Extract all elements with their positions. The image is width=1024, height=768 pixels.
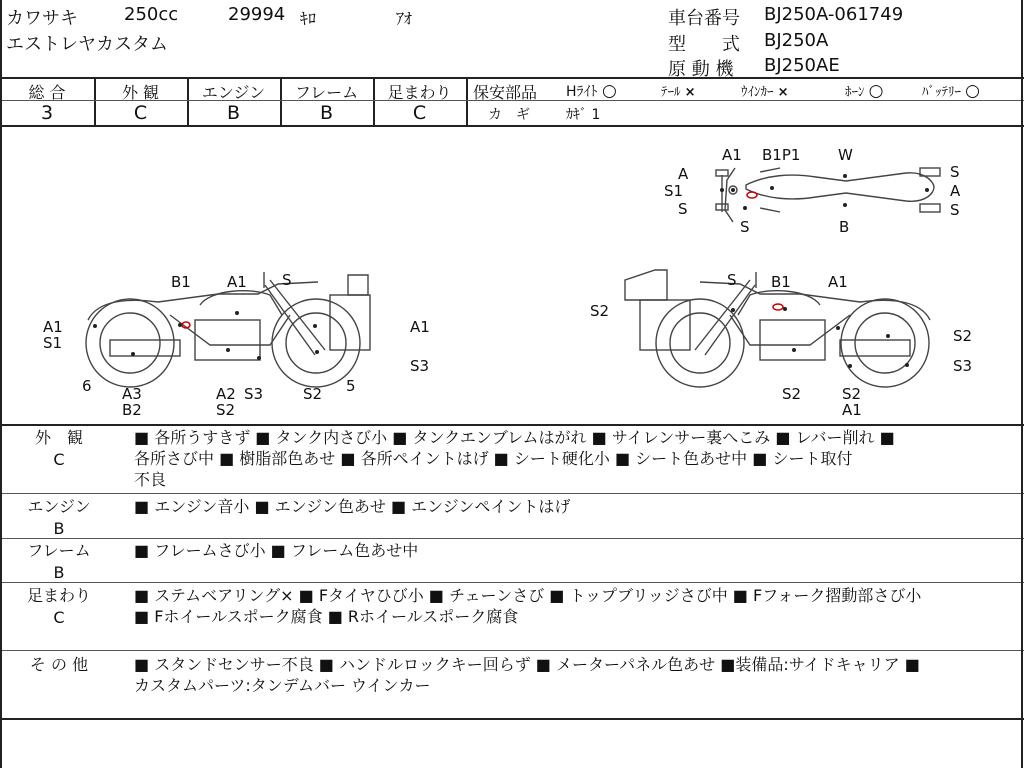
remark-title-exterior: 外 観 C xyxy=(34,428,83,469)
safety-item-tail: ﾃｰﾙ × xyxy=(661,85,696,100)
safety-item-headlight: Hﾗｲﾄ ○ xyxy=(566,81,617,101)
diagram-label: A2 xyxy=(216,385,236,403)
grade-label-overall: 総 合 xyxy=(28,83,66,102)
frame-no: BJ250A-061749 xyxy=(764,4,904,25)
diagram-label: S xyxy=(727,271,737,289)
remark-title-engine: エンジン B xyxy=(27,497,91,538)
diagram-label: S2 xyxy=(842,385,862,403)
remark-text-suspension: ■ ステムベアリング× ■ Fタイヤひび小 ■ チェーンさび ■ トップブリッジさび中 ■ Fフォーク摺動部さび小 ■ Fホイールスポーク腐食 ■ Rホイールスポーク腐食 xyxy=(134,586,922,626)
remark-text-exterior: ■ 各所うすきず ■ タンク内さび小 ■ タンクエンブレムはがれ ■ サイレンサー裏へこみ ■ レバー削れ ■ 各所さび中 ■ 樹脂部色あせ ■ 各所ペイントはげ ■ シート硬化小 ■ シート色あせ中 ■ シート取付 不良 xyxy=(134,428,895,489)
diagram-label: B xyxy=(839,218,850,236)
remark-title-frame: フレーム B xyxy=(27,541,91,582)
grid-line xyxy=(0,650,1024,651)
diagram-label: B1 xyxy=(771,273,791,291)
grid-line xyxy=(0,538,1024,539)
displacement: 250cc xyxy=(124,4,179,25)
diagram-label: S1 xyxy=(664,182,684,200)
grid-line xyxy=(1021,0,1023,768)
diagram-label: S xyxy=(950,201,960,219)
engine-model: BJ250AE xyxy=(764,55,840,76)
grade-value-suspension: C xyxy=(412,102,427,124)
diagram-label: A1 xyxy=(722,146,742,164)
model-type-label: 型 式 xyxy=(668,34,740,55)
diagram-label: S xyxy=(950,163,960,181)
diagram-label: B1P1 xyxy=(762,146,801,164)
diagram-label: S xyxy=(282,271,292,289)
diagram-label: S2 xyxy=(953,327,973,345)
engine-model-label: 原 動 機 xyxy=(668,59,734,80)
diagram-label: 6 xyxy=(82,377,92,395)
diagram-label: S xyxy=(678,200,688,218)
frame-no-label: 車台番号 xyxy=(668,8,740,29)
diagram-label: S xyxy=(740,218,750,236)
remark-text-other: ■ スタンドセンサー不良 ■ ハンドルロックキー回らず ■ メーターパネル色あせ ■装備品:サイドキャリア ■ カスタムパーツ:タンデムバー ウインカー xyxy=(134,655,920,695)
horn-mark: ○ xyxy=(868,81,884,101)
grade-value-frame: B xyxy=(319,102,334,124)
grade-value-exterior: C xyxy=(133,102,148,124)
diagram-label: S3 xyxy=(410,357,430,375)
safety-label: 保安部品 xyxy=(473,83,538,102)
diagram-label: A1 xyxy=(842,401,862,419)
grade-label-engine: エンジン xyxy=(201,83,266,102)
remark-title-suspension: 足まわり C xyxy=(26,586,91,627)
safety-item-battery: ﾊﾞｯﾃﾘｰ ○ xyxy=(922,81,980,101)
diagram-label: A1 xyxy=(227,273,247,291)
remark-title-other: そ の 他 xyxy=(29,655,89,674)
tail-mark: × xyxy=(684,85,696,100)
maker: カワサキ xyxy=(6,8,78,29)
diagram-label: A xyxy=(950,182,961,200)
diagram-label: B1 xyxy=(171,273,191,291)
remark-text-engine: ■ エンジン音小 ■ エンジン色あせ ■ エンジンペイントはげ xyxy=(134,497,571,516)
grid-line xyxy=(0,718,1024,720)
diagram-label: A1 xyxy=(43,318,63,336)
diagram-label: 5 xyxy=(346,377,356,395)
winker-mark: × xyxy=(777,85,789,100)
model-type: BJ250A xyxy=(764,30,829,51)
model-name: エストレヤカスタム xyxy=(6,34,168,55)
damage-mark xyxy=(773,304,783,310)
diagram-label: S2 xyxy=(590,302,610,320)
grade-label-exterior: 外 観 xyxy=(121,83,160,102)
diagram-label: A1 xyxy=(410,318,430,336)
diagram-label: A3 xyxy=(122,385,142,403)
diagram-label: S2 xyxy=(303,385,323,403)
grade-value-overall: 3 xyxy=(40,102,54,124)
grid-line xyxy=(0,582,1024,583)
headlight-mark: ○ xyxy=(601,81,617,101)
remark-text-frame: ■ フレームさび小 ■ フレーム色あせ中 xyxy=(134,541,419,560)
key-value: ｶｷﾞ 1 xyxy=(566,107,601,123)
battery-mark: ○ xyxy=(965,81,980,101)
grid-line xyxy=(0,0,2,768)
key-label: カ ギ xyxy=(488,107,530,123)
grid-line xyxy=(0,424,1024,426)
damage-mark xyxy=(747,192,757,198)
safety-item-horn: ﾎｰﾝ ○ xyxy=(845,81,884,101)
grid-line xyxy=(0,493,1024,494)
diagram-label: S2 xyxy=(216,401,236,419)
color: ｱｵ xyxy=(396,9,413,28)
diagram-label: S3 xyxy=(244,385,264,403)
top-view-drawing xyxy=(716,168,940,222)
mileage: 29994 xyxy=(228,4,286,25)
diagram-label: A1 xyxy=(828,273,848,291)
diagram-label: B2 xyxy=(122,401,142,419)
grade-label-suspension: 足まわり xyxy=(387,83,452,102)
mileage-unit: ｷﾛ xyxy=(300,9,317,28)
grade-label-frame: フレーム xyxy=(294,83,359,102)
diagram-label: S2 xyxy=(782,385,802,403)
diagram-label: W xyxy=(838,146,853,164)
grade-value-engine: B xyxy=(226,102,241,124)
safety-item-winker: ｳｲﾝｶｰ × xyxy=(741,85,789,100)
diagram-label: S3 xyxy=(953,357,973,375)
diagram-label: S1 xyxy=(43,334,63,352)
diagram-label: A xyxy=(678,165,689,183)
